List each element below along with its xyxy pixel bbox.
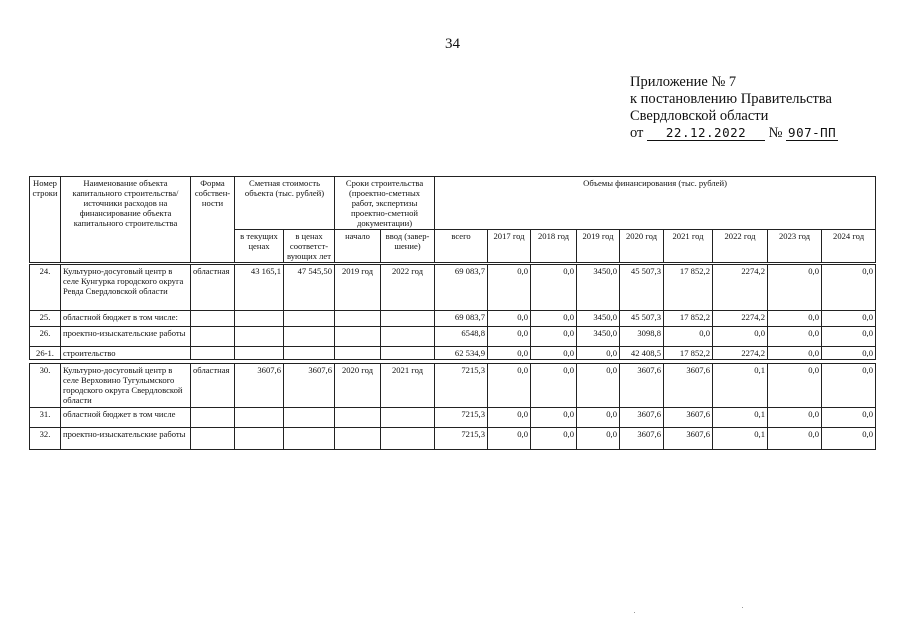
group-2-rows xyxy=(30,364,876,450)
year-value-cell: 3450,0 xyxy=(577,311,620,327)
cost-current-cell xyxy=(235,428,284,450)
term-end-cell xyxy=(381,311,435,327)
object-name-cell: Культурно-досуговый центр в селе Верховино Тугулымского городского округа Свердловской области xyxy=(61,364,191,408)
cost-current-cell xyxy=(235,347,284,360)
total-cell: 7215,3 xyxy=(435,428,488,450)
year-value-cell: 2274,2 xyxy=(713,311,768,327)
table-row xyxy=(30,327,876,347)
year-value-cell: 0,0 xyxy=(488,428,531,450)
year-value-cell: 0,0 xyxy=(664,327,713,347)
header-year: 2021 год xyxy=(664,230,713,263)
ownership-cell xyxy=(191,347,235,360)
row-number-cell: 26-1. xyxy=(30,347,61,360)
year-value-cell: 17 852,2 xyxy=(664,265,713,311)
year-value-cell: 0,0 xyxy=(822,347,876,360)
year-value-cell: 0,0 xyxy=(488,311,531,327)
header-year: 2017 год xyxy=(488,230,531,263)
year-value-cell: 0,0 xyxy=(488,327,531,347)
cost-adjusted-cell xyxy=(284,327,335,347)
year-value-cell: 0,0 xyxy=(768,347,822,360)
year-value-cell: 0,0 xyxy=(822,408,876,428)
year-value-cell: 0,0 xyxy=(488,347,531,360)
year-value-cell: 0,0 xyxy=(768,265,822,311)
year-value-cell: 0,1 xyxy=(713,364,768,408)
header-ownership: Форма собствен-ности xyxy=(191,177,235,263)
year-value-cell: 0,0 xyxy=(822,311,876,327)
term-start-cell: 2020 год xyxy=(335,364,381,408)
year-value-cell: 0,0 xyxy=(531,408,577,428)
year-value-cell: 0,0 xyxy=(577,347,620,360)
header-year: 2024 год xyxy=(822,230,876,263)
object-name-cell: областной бюджет в том числе: xyxy=(61,311,191,327)
year-value-cell: 42 408,5 xyxy=(620,347,664,360)
table-row xyxy=(30,408,876,428)
year-value-cell: 3607,6 xyxy=(664,428,713,450)
year-value-cell: 0,0 xyxy=(488,265,531,311)
year-value-cell: 0,0 xyxy=(713,327,768,347)
term-start-cell xyxy=(335,408,381,428)
total-cell: 62 534,9 xyxy=(435,347,488,360)
header-object-name: Наименование объекта капитального строительства/ источники расходов на финансирование объекта капитального строительства xyxy=(61,177,191,263)
year-value-cell: 45 507,3 xyxy=(620,311,664,327)
object-name-cell: областной бюджет в том числе xyxy=(61,408,191,428)
page-number: 34 xyxy=(445,36,460,52)
term-start-cell xyxy=(335,428,381,450)
table-row xyxy=(30,311,876,327)
ownership-cell xyxy=(191,408,235,428)
header-cost-current: в текущих ценах xyxy=(235,230,284,263)
appendix-line-2: к постановлению Правительства xyxy=(630,91,832,107)
term-end-cell: 2021 год xyxy=(381,364,435,408)
year-value-cell: 0,0 xyxy=(768,428,822,450)
year-value-cell: 0,0 xyxy=(822,428,876,450)
year-value-cell: 0,0 xyxy=(822,327,876,347)
year-value-cell: 0,0 xyxy=(531,364,577,408)
financing-table-header xyxy=(29,176,876,263)
header-year: 2019 год xyxy=(577,230,620,263)
year-value-cell: 2274,2 xyxy=(713,265,768,311)
cost-adjusted-cell xyxy=(284,311,335,327)
object-name-cell: строительство xyxy=(61,347,191,360)
cost-adjusted-cell xyxy=(284,347,335,360)
term-end-cell xyxy=(381,428,435,450)
term-start-cell xyxy=(335,347,381,360)
year-value-cell: 3607,6 xyxy=(620,408,664,428)
ownership-cell xyxy=(191,327,235,347)
cost-adjusted-cell xyxy=(284,428,335,450)
year-value-cell: 0,0 xyxy=(488,408,531,428)
table-row xyxy=(30,347,876,360)
header-year: 2020 год xyxy=(620,230,664,263)
header-term-end: ввод (завер-шение) xyxy=(381,230,435,263)
appendix-heading xyxy=(630,74,838,142)
decree-number: 907-ПП xyxy=(788,125,837,140)
year-value-cell: 0,1 xyxy=(713,428,768,450)
scan-dot xyxy=(634,612,635,613)
year-value-cell: 0,0 xyxy=(768,408,822,428)
object-name-cell: проектно-изыскательские работы xyxy=(61,327,191,347)
total-cell: 7215,3 xyxy=(435,364,488,408)
cost-current-cell xyxy=(235,408,284,428)
header-total: всего xyxy=(435,230,488,263)
header-cost-adjusted: в ценах соответст-вующих лет xyxy=(284,230,335,263)
year-value-cell: 0,0 xyxy=(768,364,822,408)
year-value-cell: 0,1 xyxy=(713,408,768,428)
row-number-cell: 30. xyxy=(30,364,61,408)
term-end-cell xyxy=(381,408,435,428)
row-number-cell: 25. xyxy=(30,311,61,327)
year-value-cell: 3607,6 xyxy=(664,408,713,428)
number-prefix: № xyxy=(768,125,783,141)
total-cell: 69 083,7 xyxy=(435,311,488,327)
year-value-cell: 17 852,2 xyxy=(664,311,713,327)
year-value-cell: 0,0 xyxy=(531,428,577,450)
cost-current-cell xyxy=(235,311,284,327)
year-value-cell: 3450,0 xyxy=(577,265,620,311)
header-year: 2022 год xyxy=(713,230,768,263)
total-cell: 69 083,7 xyxy=(435,265,488,311)
financing-table-body xyxy=(29,264,876,450)
year-value-cell: 3450,0 xyxy=(577,327,620,347)
header-financing: Объемы финансирования (тыс. рублей) xyxy=(435,177,876,230)
term-start-cell: 2019 год xyxy=(335,265,381,311)
ownership-cell: областная xyxy=(191,364,235,408)
appendix-line-3: Свердловской области xyxy=(630,108,769,124)
scan-dot xyxy=(742,607,743,608)
table-row xyxy=(30,364,876,408)
table-row xyxy=(30,265,876,311)
cost-adjusted-cell: 47 545,50 xyxy=(284,265,335,311)
year-value-cell: 3607,6 xyxy=(664,364,713,408)
total-cell: 7215,3 xyxy=(435,408,488,428)
year-value-cell: 0,0 xyxy=(577,428,620,450)
cost-current-cell xyxy=(235,327,284,347)
decree-date: 22.12.2022 xyxy=(647,125,765,141)
term-end-cell xyxy=(381,347,435,360)
year-value-cell: 3098,8 xyxy=(620,327,664,347)
ownership-cell xyxy=(191,428,235,450)
year-value-cell: 0,0 xyxy=(768,327,822,347)
cost-current-cell: 43 165,1 xyxy=(235,265,284,311)
header-year: 2023 год xyxy=(768,230,822,263)
term-start-cell xyxy=(335,311,381,327)
object-name-cell: Культурно-досуговый центр в селе Кунгурка городского округа Ревда Свердловской области xyxy=(61,265,191,311)
appendix-date-line xyxy=(630,125,838,142)
cost-adjusted-cell xyxy=(284,408,335,428)
header-term-start: начало xyxy=(335,230,381,263)
year-value-cell: 0,0 xyxy=(531,311,577,327)
row-number-cell: 26. xyxy=(30,327,61,347)
ownership-cell: областная xyxy=(191,265,235,311)
year-value-cell: 0,0 xyxy=(822,364,876,408)
group-1-rows xyxy=(30,265,876,360)
row-number-cell: 31. xyxy=(30,408,61,428)
year-value-cell: 45 507,3 xyxy=(620,265,664,311)
row-number-cell: 32. xyxy=(30,428,61,450)
appendix-line-1: Приложение № 7 xyxy=(630,74,737,90)
date-prefix: от xyxy=(630,125,644,141)
ownership-cell xyxy=(191,311,235,327)
year-value-cell: 0,0 xyxy=(488,364,531,408)
header-construction-terms: Сроки строительства (проектно-сметных работ, экспертизы проектно-сметной документации) xyxy=(335,177,435,230)
year-value-cell: 3607,6 xyxy=(620,428,664,450)
term-end-cell: 2022 год xyxy=(381,265,435,311)
cost-current-cell: 3607,6 xyxy=(235,364,284,408)
cost-adjusted-cell: 3607,6 xyxy=(284,364,335,408)
year-value-cell: 0,0 xyxy=(531,347,577,360)
year-value-cell: 2274,2 xyxy=(713,347,768,360)
year-value-cell: 0,0 xyxy=(822,265,876,311)
year-value-cell: 3607,6 xyxy=(620,364,664,408)
total-cell: 6548,8 xyxy=(435,327,488,347)
year-value-cell: 0,0 xyxy=(577,408,620,428)
year-value-cell: 0,0 xyxy=(768,311,822,327)
row-number-cell: 24. xyxy=(30,265,61,311)
year-value-cell: 17 852,2 xyxy=(664,347,713,360)
year-value-cell: 0,0 xyxy=(531,327,577,347)
year-value-cell: 0,0 xyxy=(577,364,620,408)
table-row xyxy=(30,428,876,450)
header-estimated-cost: Сметная стоимость объекта (тыс. рублей) xyxy=(235,177,335,230)
header-year: 2018 год xyxy=(531,230,577,263)
year-value-cell: 0,0 xyxy=(531,265,577,311)
object-name-cell: проектно-изыскательские работы xyxy=(61,428,191,450)
term-start-cell xyxy=(335,327,381,347)
term-end-cell xyxy=(381,327,435,347)
header-row-number: Номер строки xyxy=(30,177,61,263)
